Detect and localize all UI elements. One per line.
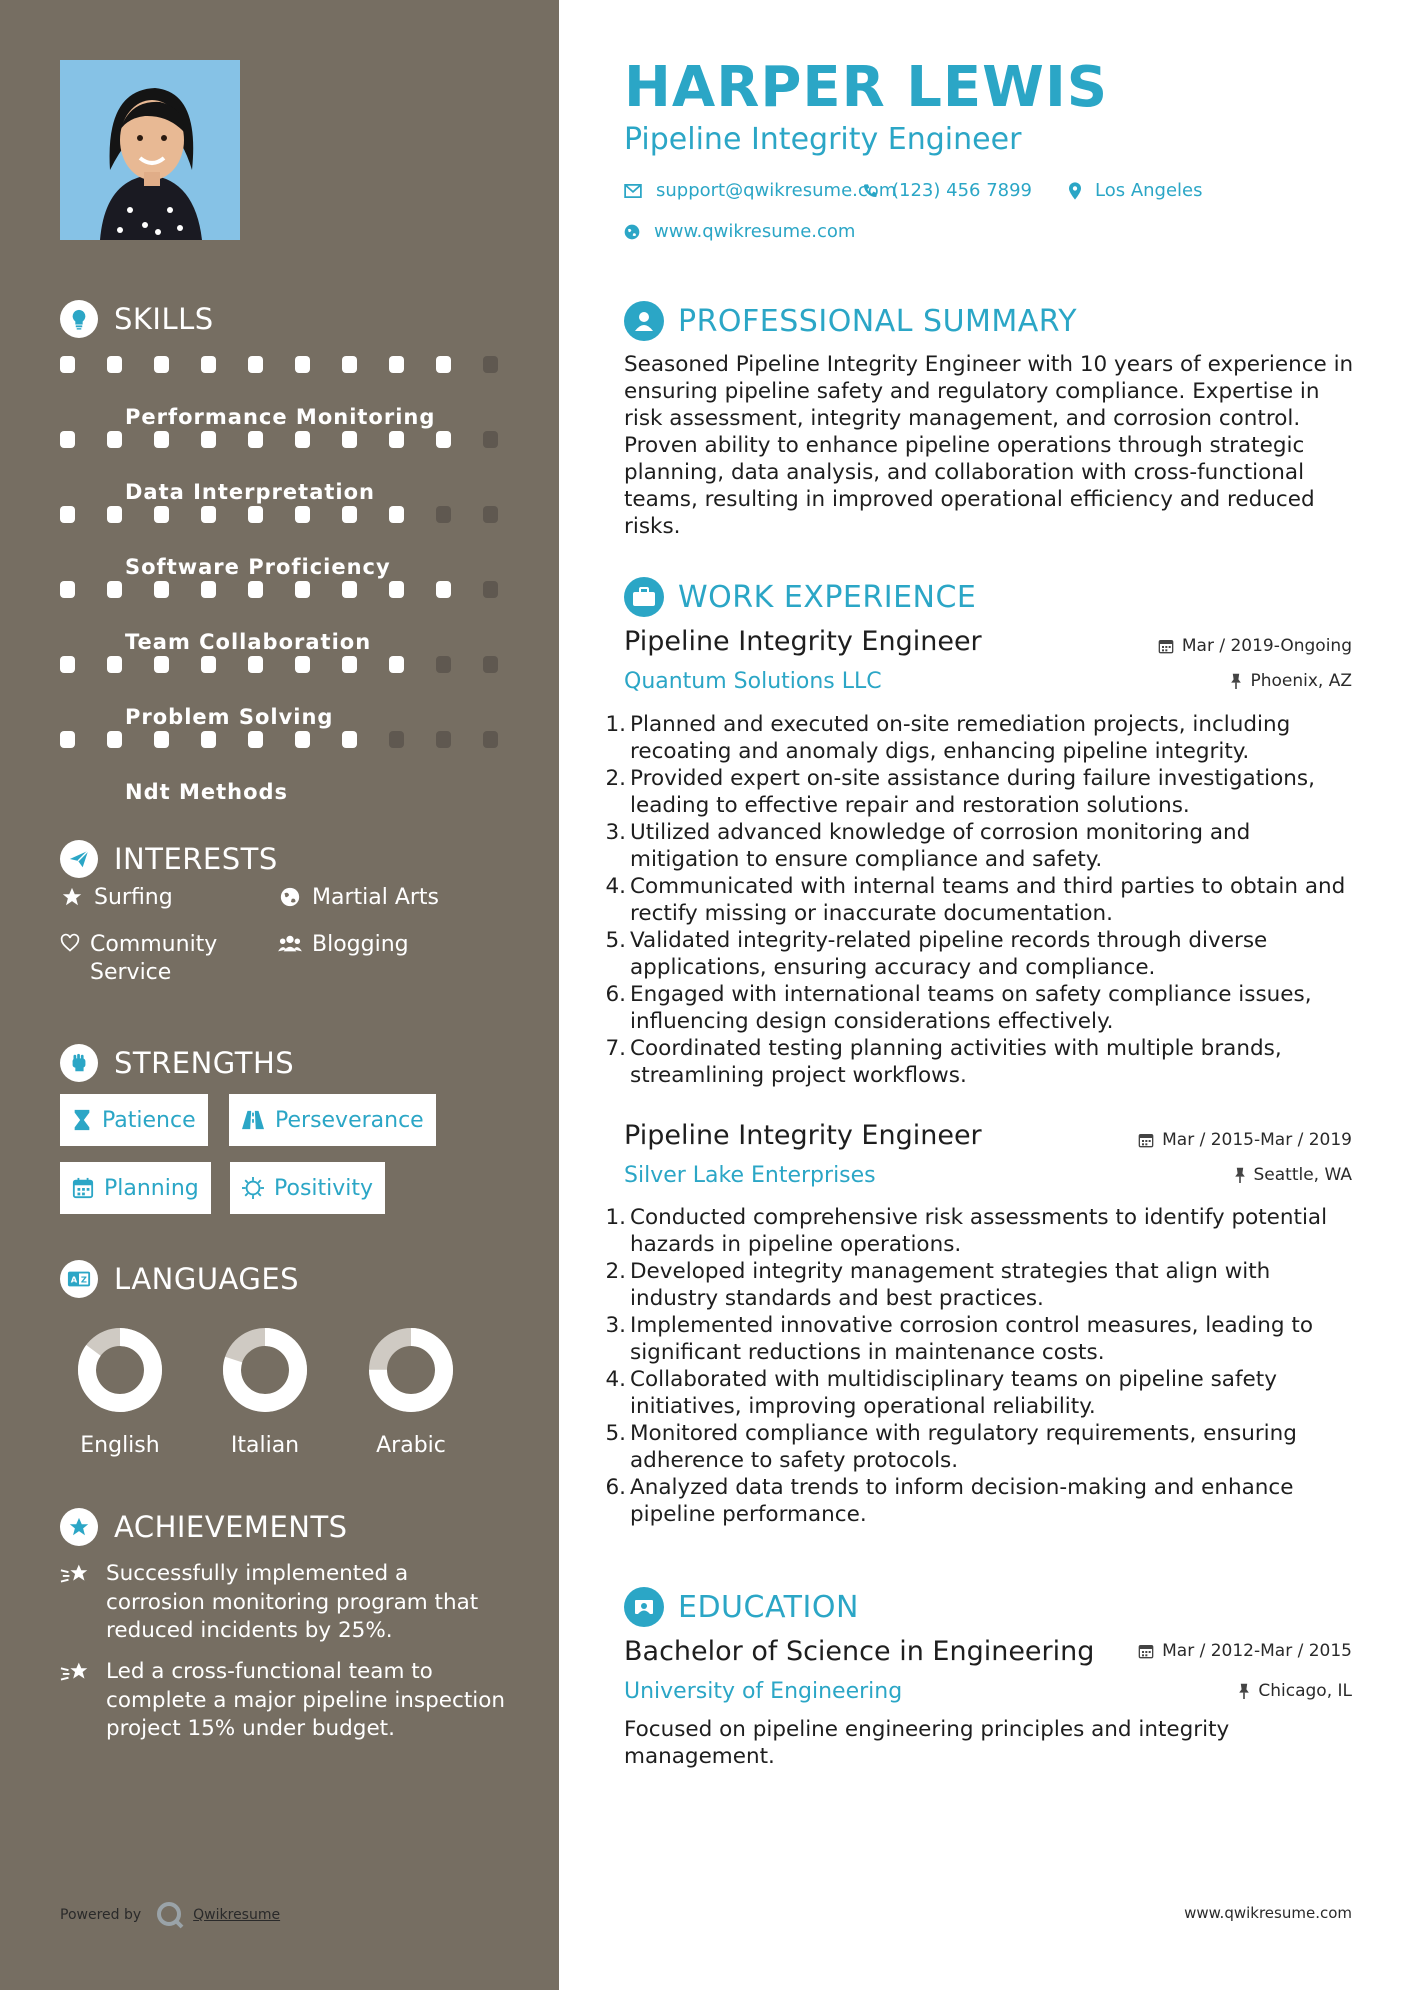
- skill-dot: [60, 506, 75, 523]
- job-location: [1230, 671, 1352, 691]
- skill-dot: [483, 431, 498, 448]
- language-label: Italian: [230, 1433, 300, 1458]
- skill-dot: [107, 731, 122, 748]
- skill-dot: [342, 356, 357, 373]
- job-location-text: Seattle, WA: [1253, 1165, 1352, 1185]
- language-donut: [366, 1325, 456, 1415]
- job-company: Quantum Solutions LLC: [624, 669, 882, 694]
- education-location-text: Chicago, IL: [1258, 1681, 1352, 1701]
- bullet-text: Engaged with international teams on safety compliance issues, influencing design considerations effectively.: [630, 982, 1312, 1034]
- skill-dot: [295, 431, 310, 448]
- skill-name: Software Proficiency: [125, 555, 391, 579]
- skill-dot: [483, 656, 498, 673]
- job-bullet: [604, 1258, 1364, 1312]
- skill-name: Team Collaboration: [125, 630, 372, 654]
- email-contact[interactable]: [624, 180, 896, 201]
- skill-dot: [201, 581, 216, 598]
- achievements-heading: [60, 1508, 348, 1546]
- paper-plane-icon: [60, 840, 98, 878]
- strengths-heading: [60, 1044, 294, 1082]
- skill-dot: [389, 731, 404, 748]
- bullet-text: Coordinated testing planning activities with multiple brands, streamlining project workflows.: [630, 1036, 1282, 1088]
- job-bullet: [604, 1035, 1364, 1089]
- bullet-number: 5.: [605, 928, 626, 953]
- job-bullet: [604, 873, 1364, 927]
- skill-dot: [248, 656, 263, 673]
- skill-rating: [60, 506, 498, 523]
- skill-rating: [60, 581, 498, 598]
- school-name: University of Engineering: [624, 1679, 903, 1704]
- bullet-text: Communicated with internal teams and third parties to obtain and rectify missing or inaccurate documentation.: [630, 874, 1346, 926]
- skill-dot: [107, 581, 122, 598]
- interest-item: [60, 931, 260, 987]
- location-contact: [1069, 180, 1203, 201]
- language-item: [346, 1325, 476, 1458]
- website-text[interactable]: www.qwikresume.com: [654, 221, 856, 242]
- candidate-name: HARPER LEWIS: [624, 55, 1109, 120]
- bullet-number: 3.: [605, 820, 626, 845]
- users-icon: [278, 931, 302, 955]
- skill-item: [60, 571, 500, 654]
- skill-dot: [483, 356, 498, 373]
- language-donut: [75, 1325, 165, 1415]
- bullet-text: Utilized advanced knowledge of corrosion monitoring and mitigation to ensure compliance and safety.: [630, 820, 1251, 872]
- skill-name: Data Interpretation: [125, 480, 375, 504]
- bullet-text: Conducted comprehensive risk assessments to identify potential hazards in pipeline operations.: [630, 1205, 1328, 1257]
- education-dates-text: Mar / 2012-Mar / 2015: [1162, 1641, 1352, 1661]
- bullet-number: 3.: [605, 1313, 626, 1338]
- job-bullet: [604, 981, 1364, 1035]
- shooting-star-icon: [60, 1560, 94, 1646]
- skill-dot: [436, 731, 451, 748]
- brand-link[interactable]: Qwikresume: [193, 1907, 281, 1923]
- summary-heading: [624, 301, 1077, 341]
- skill-dot: [483, 731, 498, 748]
- degree-title: Bachelor of Science in Engineering: [624, 1636, 1095, 1667]
- interest-item: [60, 884, 173, 912]
- skill-dot: [483, 581, 498, 598]
- map-pin-icon: [1069, 182, 1081, 200]
- bullet-number: 6.: [605, 1475, 626, 1500]
- main-content: [559, 0, 1407, 1990]
- skill-dot: [248, 581, 263, 598]
- job-bullets: [604, 1204, 1364, 1528]
- skill-dot: [342, 431, 357, 448]
- strength-label: Planning: [104, 1175, 199, 1201]
- job-location: [1234, 1165, 1353, 1185]
- star-badge-icon: [60, 1508, 98, 1546]
- education-dates: [1138, 1641, 1352, 1661]
- strengths-heading-text: STRENGTHS: [114, 1046, 295, 1080]
- skill-rating: [60, 356, 498, 373]
- email-text[interactable]: support@qwikresume.com: [656, 180, 897, 201]
- bullet-number: 2.: [605, 1259, 626, 1284]
- strength-tag: [229, 1094, 436, 1146]
- skill-dot: [60, 731, 75, 748]
- skill-dot: [107, 356, 122, 373]
- bullet-number: 4.: [605, 1367, 626, 1392]
- skill-dot: [201, 431, 216, 448]
- bullet-text: Developed integrity management strategies that align with industry standards and best practices.: [630, 1259, 1271, 1311]
- powered-by-text: Powered by: [60, 1907, 142, 1923]
- job-bullet: [604, 711, 1364, 765]
- skill-dot: [389, 656, 404, 673]
- location-text: Los Angeles: [1095, 180, 1203, 201]
- globe-icon: [278, 884, 302, 908]
- skill-dot: [248, 356, 263, 373]
- summary-heading-text: PROFESSIONAL SUMMARY: [678, 303, 1078, 339]
- experience-heading: [624, 577, 976, 617]
- language-donut: [220, 1325, 310, 1415]
- globe-icon: [624, 224, 640, 240]
- bullet-number: 2.: [605, 766, 626, 791]
- skill-dot: [483, 506, 498, 523]
- job-bullet: [604, 765, 1364, 819]
- job-bullet: [604, 819, 1364, 873]
- calendar-icon: [72, 1177, 94, 1199]
- profile-photo: [60, 60, 240, 240]
- achievements-heading-text: ACHIEVEMENTS: [114, 1510, 348, 1544]
- skill-dot: [295, 356, 310, 373]
- skill-name: Ndt Methods: [125, 780, 289, 804]
- skill-dot: [154, 581, 169, 598]
- skill-dot: [436, 506, 451, 523]
- skill-dot: [154, 656, 169, 673]
- skill-item: [60, 721, 500, 804]
- skill-item: [60, 346, 500, 429]
- strength-tag: [60, 1094, 208, 1146]
- achievement-text: Successfully implemented a corrosion monitoring program that reduced incidents by 25%.: [106, 1561, 479, 1643]
- bullet-text: Planned and executed on-site remediation projects, including recoating and anomaly digs, enhancing pipeline integrity.: [630, 712, 1291, 764]
- strength-tag: [230, 1162, 385, 1214]
- skill-dot: [201, 656, 216, 673]
- road-icon: [241, 1109, 265, 1131]
- languages-heading-text: LANGUAGES: [114, 1262, 300, 1296]
- skill-dot: [389, 431, 404, 448]
- skill-dot: [342, 656, 357, 673]
- candidate-title: Pipeline Integrity Engineer: [624, 122, 1022, 157]
- skill-dot: [60, 656, 75, 673]
- phone-contact[interactable]: [862, 180, 1032, 201]
- job-dates: [1158, 636, 1352, 656]
- language-label: English: [80, 1433, 160, 1458]
- footer-url[interactable]: www.qwikresume.com: [1184, 1904, 1352, 1922]
- skill-dot: [154, 356, 169, 373]
- bullet-text: Implemented innovative corrosion control measures, leading to significant reductions in maintenance costs.: [630, 1313, 1313, 1365]
- interests-heading-text: INTERESTS: [114, 842, 278, 876]
- skill-dot: [436, 431, 451, 448]
- skill-dot: [154, 731, 169, 748]
- bullet-number: 4.: [605, 874, 626, 899]
- qwikresume-logo-icon: [155, 1900, 185, 1930]
- phone-text[interactable]: (123) 456 7899: [892, 180, 1033, 201]
- job-location-text: Phoenix, AZ: [1250, 671, 1352, 691]
- job-dates-text: Mar / 2015-Mar / 2019: [1162, 1130, 1352, 1150]
- skill-dot: [389, 356, 404, 373]
- interest-item: [278, 884, 439, 912]
- job-company: Silver Lake Enterprises: [624, 1163, 876, 1188]
- pushpin-icon: [1238, 1683, 1250, 1699]
- bullet-number: 1.: [605, 1205, 626, 1230]
- bullet-number: 6.: [605, 982, 626, 1007]
- skill-dot: [436, 656, 451, 673]
- skill-dot: [60, 431, 75, 448]
- skill-dot: [60, 356, 75, 373]
- job-bullet: [604, 1420, 1364, 1474]
- language-icon: [60, 1260, 98, 1298]
- interest-label: Martial Arts: [312, 885, 440, 910]
- skill-dot: [295, 656, 310, 673]
- bullet-text: Provided expert on-site assistance during failure investigations, leading to effective repair and restoration solutions.: [630, 766, 1315, 818]
- pushpin-icon: [1234, 1167, 1246, 1183]
- skill-dot: [154, 431, 169, 448]
- skill-dot: [342, 581, 357, 598]
- skill-name: Performance Monitoring: [125, 405, 436, 429]
- hourglass-icon: [72, 1109, 92, 1131]
- bullet-number: 1.: [605, 712, 626, 737]
- strength-label: Perseverance: [275, 1107, 424, 1133]
- svg-text:Z: Z: [80, 1274, 87, 1285]
- skill-dot: [342, 731, 357, 748]
- interest-label: Surfing: [94, 885, 173, 910]
- education-location: [1238, 1681, 1352, 1701]
- job-bullet: [604, 1312, 1364, 1366]
- skill-dot: [389, 581, 404, 598]
- skill-dot: [436, 581, 451, 598]
- skill-dot: [201, 506, 216, 523]
- summary-text: Seasoned Pipeline Integrity Engineer with 10 years of experience in ensuring pipeline safety and regulatory compliance. Expertise in risk assessment, integrity management, and corrosion control. Proven ability to enhance pipeline operations through strategic planning, data analysis, and collaboration with cross-functional teams, resulting in improved operational efficiency and reduced risks.: [624, 352, 1354, 539]
- fist-icon: [60, 1044, 98, 1082]
- skill-dot: [201, 356, 216, 373]
- skill-rating: [60, 731, 498, 748]
- job-bullet: [604, 927, 1364, 981]
- briefcase-icon: [624, 577, 664, 617]
- shooting-star-icon: [60, 1658, 94, 1744]
- education-heading-text: EDUCATION: [678, 1589, 859, 1625]
- lightbulb-icon: [60, 300, 98, 338]
- user-icon: [624, 301, 664, 341]
- skill-dot: [248, 506, 263, 523]
- skill-dot: [107, 506, 122, 523]
- education-description: Focused on pipeline engineering principles and integrity management.: [624, 1717, 1230, 1769]
- job-dates-text: Mar / 2019-Ongoing: [1181, 636, 1352, 656]
- education-heading: [624, 1587, 859, 1627]
- skill-dot: [248, 431, 263, 448]
- strength-label: Patience: [102, 1107, 196, 1133]
- skill-dot: [342, 506, 357, 523]
- language-label: Arabic: [376, 1433, 446, 1458]
- interests-heading: [60, 840, 278, 878]
- bullet-number: 7.: [605, 1036, 626, 1061]
- skills-heading: [60, 300, 214, 338]
- interest-label: Community Service: [90, 932, 218, 985]
- bullet-number: 5.: [605, 1421, 626, 1446]
- skills-heading-text: SKILLS: [114, 302, 214, 336]
- achievement-text: Led a cross-functional team to complete a major pipeline inspection project 15% under budget.: [106, 1659, 505, 1741]
- skill-dot: [201, 731, 216, 748]
- sun-icon: [242, 1177, 264, 1199]
- pushpin-icon: [1230, 673, 1242, 689]
- phone-icon: [862, 183, 878, 199]
- job-title: Pipeline Integrity Engineer: [624, 626, 982, 657]
- graduation-icon: [624, 1587, 664, 1627]
- achievement-item: [60, 1560, 510, 1646]
- skill-dot: [60, 581, 75, 598]
- job-title: Pipeline Integrity Engineer: [624, 1120, 982, 1151]
- strength-tag: [60, 1162, 211, 1214]
- calendar-icon: [1138, 1643, 1154, 1659]
- job-bullet: [604, 1474, 1364, 1528]
- skill-dot: [107, 656, 122, 673]
- languages-heading: [60, 1260, 299, 1298]
- language-item: [200, 1325, 330, 1458]
- skill-rating: [60, 656, 498, 673]
- skill-name: Problem Solving: [125, 705, 334, 729]
- experience-heading-text: WORK EXPERIENCE: [678, 579, 977, 615]
- language-item: [55, 1325, 185, 1458]
- skill-dot: [436, 356, 451, 373]
- job-dates: [1138, 1130, 1352, 1150]
- skill-item: [60, 646, 500, 729]
- bullet-text: Analyzed data trends to inform decision-making and enhance pipeline performance.: [630, 1475, 1294, 1527]
- skill-rating: [60, 431, 498, 448]
- star-icon: [60, 884, 84, 908]
- skill-dot: [389, 506, 404, 523]
- interest-label: Blogging: [312, 932, 409, 957]
- job-bullet: [604, 1366, 1364, 1420]
- strength-label: Positivity: [274, 1175, 374, 1201]
- skill-dot: [295, 581, 310, 598]
- skill-item: [60, 421, 500, 504]
- bullet-text: Collaborated with multidisciplinary teams on pipeline safety initiatives, improving operational reliability.: [630, 1367, 1277, 1419]
- skill-dot: [295, 731, 310, 748]
- skill-item: [60, 496, 500, 579]
- achievement-item: [60, 1658, 510, 1744]
- envelope-icon: [624, 184, 642, 198]
- skill-dot: [248, 731, 263, 748]
- job-bullets: [604, 711, 1364, 1089]
- powered-by: [60, 1900, 280, 1930]
- interest-item: [278, 931, 409, 959]
- job-bullet: [604, 1204, 1364, 1258]
- skill-dot: [154, 506, 169, 523]
- bullet-text: Validated integrity-related pipeline records through diverse applications, ensuring accuracy and compliance.: [630, 928, 1268, 980]
- svg-text:A: A: [70, 1274, 78, 1285]
- sidebar: [0, 0, 559, 1990]
- calendar-icon: [1158, 638, 1174, 654]
- heart-icon: [60, 931, 80, 953]
- skill-dot: [107, 431, 122, 448]
- website-contact[interactable]: [624, 221, 855, 242]
- bullet-text: Monitored compliance with regulatory requirements, ensuring adherence to safety protocols.: [630, 1421, 1297, 1473]
- calendar-icon: [1138, 1132, 1154, 1148]
- skill-dot: [295, 506, 310, 523]
